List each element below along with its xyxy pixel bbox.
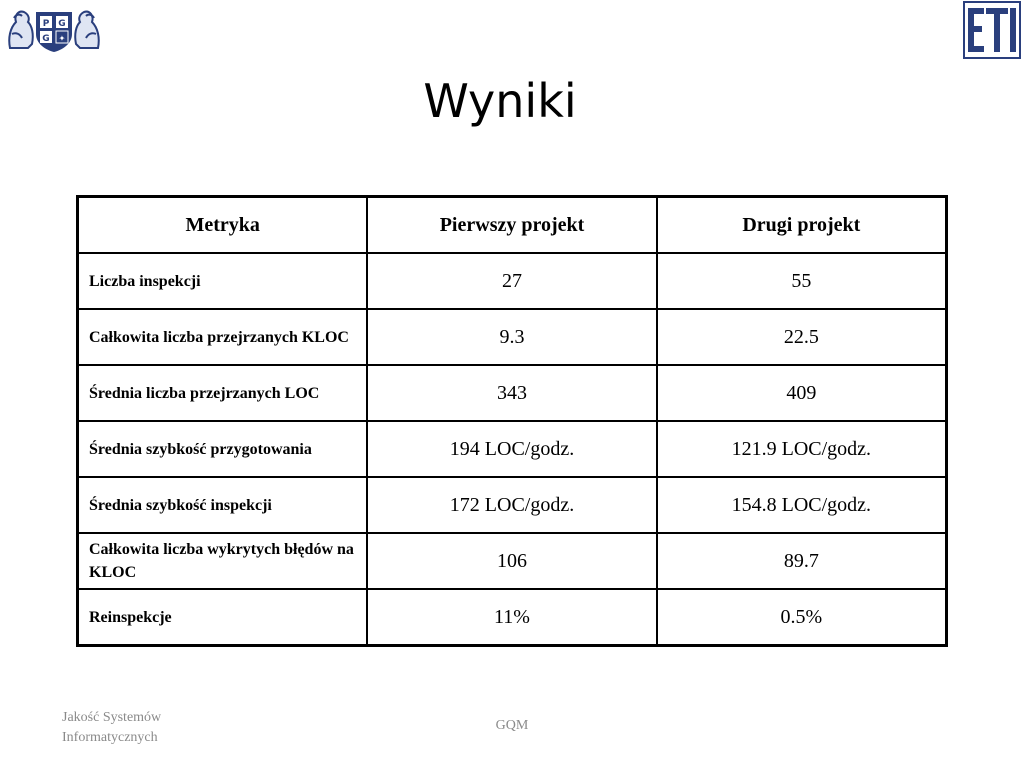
metric-cell: Całkowita liczba przejrzanych KLOC [78,309,368,365]
metric-cell: Średnia szybkość przygotowania [78,421,368,477]
metric-cell: Średnia liczba przejrzanych LOC [78,365,368,421]
second-project-cell: 55 [657,253,947,309]
first-project-cell: 9.3 [367,309,656,365]
second-project-cell: 89.7 [657,533,947,589]
table-row [78,477,947,533]
first-project-cell: 172 LOC/godz. [367,477,656,533]
first-project-cell: 194 LOC/godz. [367,421,656,477]
svg-text:G: G [42,34,50,44]
metric-cell: Reinspekcje [78,589,368,646]
table-row [78,533,947,589]
table-row [78,421,947,477]
table-row [78,253,947,309]
second-project-cell: 22.5 [657,309,947,365]
first-project-cell: 343 [367,365,656,421]
svg-text:✦: ✦ [58,34,66,43]
footer-topic: GQM [495,718,529,733]
table-header-row [78,197,947,254]
column-header-metric: Metryka [78,197,368,254]
metric-cell: Średnia szybkość inspekcji [78,477,368,533]
footer-course-name: Jakość Systemów Informatycznych [62,710,162,745]
column-header-first-project: Pierwszy projekt [367,197,656,254]
first-project-cell: 106 [367,533,656,589]
second-project-cell: 0.5% [657,589,947,646]
metric-cell: Liczba inspekcji [78,253,368,309]
svg-text:P: P [42,19,50,29]
second-project-cell: 409 [657,365,947,421]
pg-emblem-logo [4,4,104,54]
column-header-second-project: Drugi projekt [657,197,947,254]
first-project-cell: 27 [367,253,656,309]
metric-cell: Całkowita liczba wykrytych błędów na KLOC [78,533,368,589]
table-row [78,365,947,421]
second-project-cell: 154.8 LOC/godz. [657,477,947,533]
second-project-cell: 121.9 LOC/godz. [657,421,947,477]
eti-logo [962,0,1022,60]
table-row [78,589,947,646]
table-row [78,309,947,365]
slide-title: Wyniki [423,74,577,128]
first-project-cell: 11% [367,589,656,646]
results-table [76,195,948,647]
svg-text:G: G [58,19,66,29]
